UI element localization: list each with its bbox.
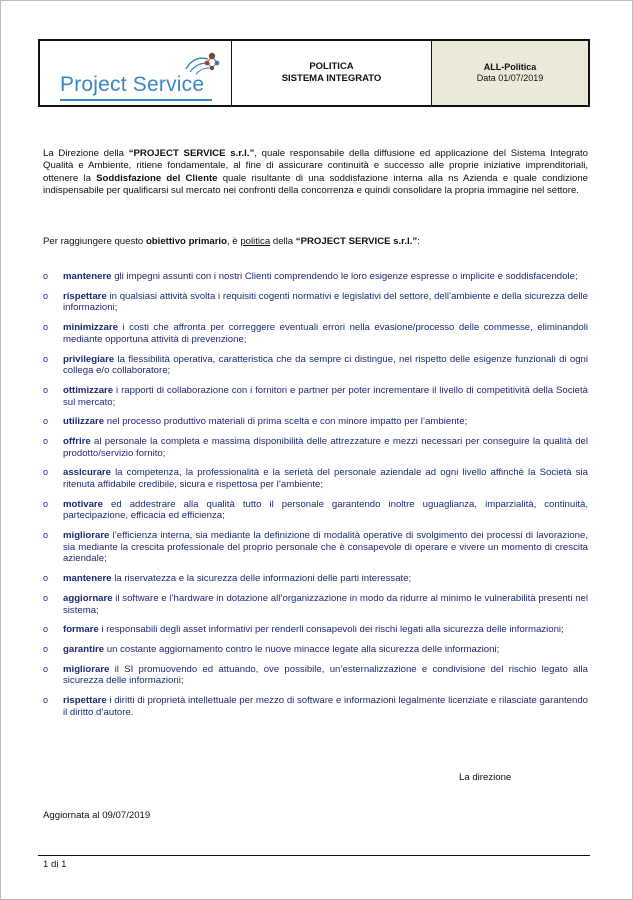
policy-item-verb: migliorare [63,663,110,675]
bullet-icon: o [43,624,49,635]
policy-list [43,271,588,727]
bullet-icon: o [43,695,49,706]
policy-item-verb: mantenere [63,573,112,585]
header-title-line2: SISTEMA INTEGRATO [281,73,382,84]
logo-text: Project Service [60,73,205,96]
policy-item-verb: ottimizzare [63,384,114,396]
intro-text-2: , quale responsabile della diffusione ed applicazione del Sistema Integrato Qualità e Ambiente, ritiene fondamentale, al fine di assicurare continuità e successo alle proprie iniziative imprenditoriali, ottenere la [43,148,588,184]
lead-policy: politica [240,236,271,247]
policy-item-verb: formare [63,624,99,636]
lead-text-4: : [417,236,420,247]
policy-item-verb: utilizzare [63,416,105,428]
header-title-line1: POLITICA [309,61,354,72]
page-number: 1 di 1 [43,859,67,870]
policy-item-verb: assicurare [63,467,112,479]
document-code: ALL-Politica [483,62,537,72]
bullet-icon: o [43,498,49,509]
policy-item-verb: garantire [63,644,105,656]
policy-item-text: in qualsiasi attività svolta i requisiti cogenti normativi e legislativi del settore, dell’ambiente e della sicurezza delle informazioni; [63,290,588,314]
bullet-icon: o [43,530,49,541]
policy-item [43,644,588,656]
update-date: Aggiornata al 09/07/2019 [43,810,151,821]
policy-item-text: nel processo produttivo materiali di prima scelta e con minore impatto per l’ambiente; [104,416,468,428]
logo-cell [40,41,232,105]
policy-item-text: la flessibilità operativa, caratteristica che da sempre ci distingue, nel rispetto delle esigenze funzionali di ogni collega e/o collaboratore; [63,353,588,377]
policy-item-verb: aggiornare [63,592,113,604]
policy-item [43,593,588,616]
intro-text-1: La Direzione della [43,148,129,159]
intro-text-3: quale risultante di una soddisfazione interna alla ns Azienda e quale condizione indispensabile per qualificarsi sul mercato nei confronti della concorrenza e quindi consolidare la propria immagine nel settore. [43,172,588,197]
policy-item-text: i diritti di proprietà intellettuale per mezzo di software e informazioni legalmente licenziate e rilasciate garantendo il diritto d’autore. [63,695,588,718]
document-header [38,39,590,107]
policy-item-verb: minimizzare [63,322,118,334]
bullet-icon: o [43,271,49,281]
policy-item-verb: mantenere [63,271,112,282]
policy-item [43,664,588,687]
signature: La direzione [459,772,512,783]
bullet-icon: o [43,573,49,584]
lead-text-2: , è [226,236,241,247]
policy-item [43,436,588,459]
policy-item-verb: motivare [63,498,103,510]
policy-item [43,291,588,314]
lead-text-1: Per raggiungere questo [43,236,146,247]
bullet-icon: o [43,436,49,447]
bullet-icon: o [43,644,49,655]
policy-item-text: gli impegni assunti con i nostri Clienti comprendendo le loro esigenze espresse o implicite e soddisfacendole; [111,271,578,282]
policy-item-text: la competenza, la professionalità e la serietà del personale aziendale ad ogni livello affinchè la Società sia ritenuta affidabile credibile, sicura e rispettosa per l’ambiente; [63,467,588,491]
policy-item [43,322,588,345]
lead-text-3: della [270,236,296,247]
policy-item [43,695,588,718]
lead-company-name: “PROJECT SERVICE s.r.l.” [295,236,418,247]
policy-item-verb: privilegiare [63,353,115,365]
policy-item [43,624,588,636]
bullet-icon: o [43,416,49,427]
policy-item [43,499,588,522]
policy-item-text: i responsabili degli asset informativi per renderli consapevoli dei rischi legati alla sicurezza delle informazioni; [98,624,564,636]
policy-item-text: ed addestrare alla qualità tutto il personale garantendo inoltre uguaglianza, imparzialità, continuità, partecipazione, efficacia ed efficienza; [63,498,588,522]
bullet-icon: o [43,592,49,603]
policy-item [43,530,588,565]
intro-paragraph [43,148,588,198]
policy-item-verb: offrire [63,436,91,448]
policy-item [43,271,588,283]
bullet-icon: o [43,467,49,478]
policy-item-verb: rispettare [63,695,107,707]
policy-item [43,467,588,490]
bullet-icon: o [43,663,49,674]
footer-divider [38,855,590,856]
header-ref-cell [432,41,588,105]
logo-underline [60,99,212,101]
bullet-icon: o [43,290,49,301]
header-title-cell [232,41,432,105]
lead-paragraph [43,236,588,248]
document-date: Data 01/07/2019 [476,73,544,83]
intro-highlight: Soddisfazione del Cliente [96,172,218,184]
policy-item [43,385,588,408]
policy-item-text: il software e l’hardware in dotazione all’organizzazione in modo da ridurre al minimo le vulnerabilità presenti nel sistema; [63,592,588,616]
policy-item-text: i rapporti di collaborazione con i fornitori e partner per poter incrementare il livello di competitività della Società sul mercato; [63,384,588,408]
policy-item-text: il SI promuovendo ed attuando, ove possibile, un’esternalizzazione e condivisione del rischio legato alla sicurezza delle informazioni; [63,663,588,687]
intro-company-name: “PROJECT SERVICE s.r.l.” [128,148,255,159]
bullet-icon: o [43,384,49,395]
policy-item [43,416,588,428]
policy-item-verb: migliorare [63,530,110,542]
lead-objective: obiettivo primario [145,236,227,247]
policy-item-text: la riservatezza e la sicurezza delle informazioni delle parti interessate; [111,573,412,585]
bullet-icon: o [43,322,49,333]
policy-item [43,573,588,585]
policy-item-verb: rispettare [63,290,107,302]
policy-item-text: un costante aggiornamento contro le nuove minacce legate alla sicurezza delle informazioni; [104,644,500,656]
bullet-icon: o [43,353,49,364]
network-logo-icon [182,49,222,75]
policy-item-text: i costi che affronta per correggere eventuali errori nella evasione/processo delle commesse, eliminandoli mediante opportuna attività di prevenzione; [63,322,588,345]
policy-item [43,354,588,377]
policy-item-text: al personale la completa e massima disponibilità delle attrezzature e mezzi necessari per conseguire la qualità del prodotto/servizio fornito; [63,436,588,459]
policy-item-text: l’efficienza interna, sia mediante la definizione di modalità operative di svolgimento dei processi di lavorazione, sia mediante la crescita professionale del proprio personale che è consapevole di operare e vivere un momento di crescita aziendale; [63,530,588,565]
